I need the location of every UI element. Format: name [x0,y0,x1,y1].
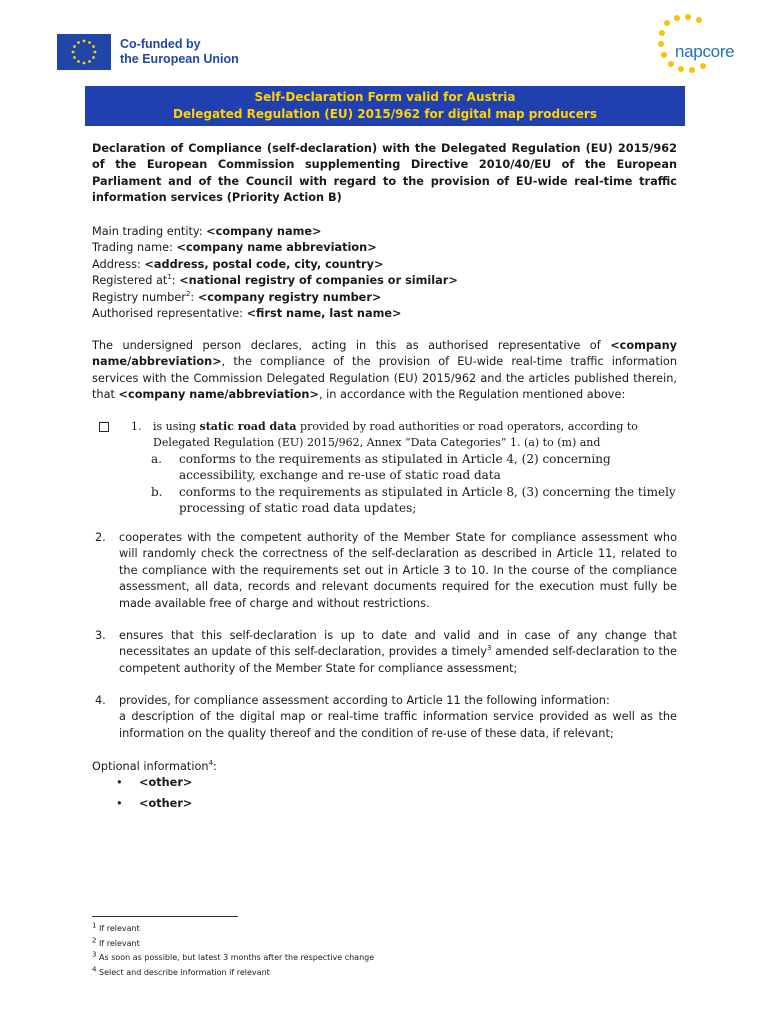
eu-cofunded-text [120,37,239,67]
optional-item-text: <other> [139,796,193,810]
optional-label-suffix: : [213,760,217,773]
field-value: <national registry of companies or similar> [179,274,458,288]
company-placeholder: <company name/abbreviation> [92,339,677,369]
field-address [92,257,677,273]
field-value: <company name> [206,225,322,238]
field-trading-name [92,240,677,256]
field-value: <first name, last name> [246,307,402,321]
footnote-3 [92,951,677,966]
intro-paragraph [92,338,677,404]
subitem-b-text [179,484,676,517]
optional-item [92,775,677,791]
bullet-icon: • [116,796,123,810]
field-main-trading-entity [92,224,677,240]
eu-line-2: the European Union [120,52,239,66]
field-label: Main trading entity: [92,225,203,238]
field-label-suffix: : [171,274,176,288]
company-placeholder: <company name/abbreviation> [118,388,319,402]
item-3 [95,628,677,677]
optional-item-text: <other> [139,776,193,790]
field-value: <company name abbreviation> [176,241,377,255]
napcore-logo [657,14,749,74]
item-emphasis: static road data [199,420,297,433]
item-1-line-2: Delegated Regulation (EU) 2015/962, Annex “Data Categories” 1. (a) to (m) and [153,436,601,450]
item-1-text [153,419,638,435]
item-2 [95,530,677,612]
field-value: <company registry number> [197,290,382,304]
optional-label-text: Optional information [92,760,209,773]
intro-text: , the compliance of the provision of EU-wide real-time traffic information services with the Commission Delegated Regulation (EU) 2015/962 and the articles published therein, that [92,355,677,402]
subitem-text: processing of static road data updates; [179,501,417,516]
form-title-box [85,86,685,126]
item-text: a description of the digital map or real-time traffic information service provided as well as the information on the quality thereof and the condition of re-use of these data, if relevant; [119,710,677,740]
eu-flag-logo [57,34,111,70]
item-number: 2. [95,531,106,544]
footnote-separator [92,916,238,917]
item-number: 3. [95,629,106,642]
field-label-suffix: : [190,290,195,304]
item-4-text [119,693,677,742]
item-text: provides, for compliance assessment according to Article 11 the following information: [119,694,610,707]
intro-text: , in accordance with the Regulation mentioned above: [318,388,626,402]
title-line-2: Delegated Regulation (EU) 2015/962 for digital map producers [173,107,597,121]
field-label: Address: [92,257,141,271]
subitem-a-text [179,451,611,484]
field-label: Trading name: [92,241,173,255]
field-registry-number [92,290,677,306]
item-text: ensures that this self-declaration is up to date and valid and in case of any change that necessitates an update of this self-declaration, provides a timely [119,629,677,659]
field-label: Authorised representative: [92,307,243,321]
footnote-ref: 4 [208,759,214,768]
item-1-checkbox[interactable] [99,422,109,432]
item-3-text [119,628,677,677]
footnote-ref: 3 [486,644,492,653]
intro-text: The undersigned person declares, acting in this as authorised representative of [92,339,611,352]
subitem-label: b. [151,484,163,499]
field-label: Registered at [92,274,168,288]
field-value: <address, postal code, city, country> [144,257,384,271]
subitem-b [151,484,676,517]
subitem-a [151,451,676,484]
footnote-text: As soon as possible, but latest 3 months after the respective change [99,953,375,963]
item-1 [131,419,681,452]
field-registered-at [92,273,677,289]
item-1-subitems [151,451,676,517]
optional-info [92,759,677,812]
title-line-1: Self-Declaration Form valid for Austria [254,90,516,104]
footnote-ref: 1 [167,273,172,282]
optional-label [92,759,677,775]
footnote-number: 4 [92,965,97,974]
footnote-2 [92,937,677,952]
field-authorised-representative [92,306,677,322]
subitem-text: conforms to the requirements as stipulated in Article 4, (2) concerning [179,452,611,466]
company-fields [92,224,677,322]
subitem-label: a. [151,452,162,466]
declaration-heading: Declaration of Compliance (self-declaration) with the Delegated Regulation (EU) 2015/962 of the European Commission supplementing Directive 2010/40/EU of the European Parliament and of the Council with regard to the provision of EU-wide real-time traffic information services (Priority Action B) [92,142,677,205]
subitem-text: accessibility, exchange and re-use of static road data [179,468,501,483]
footnotes [92,922,677,980]
item-text: amended self-declaration to the competent authority of the Member State for compliance assessment; [119,645,677,675]
optional-item [92,796,677,812]
footnote-number: 2 [92,935,97,944]
footnote-number: 3 [92,950,97,959]
item-4 [95,693,677,742]
footnote-text: If relevant [99,924,140,933]
footnote-ref: 2 [185,289,191,298]
item-text: provided by road authorities or road operators, according to [296,420,638,433]
footnote-text: Select and describe information if relevant [99,967,270,977]
footnote-number: 1 [92,921,97,930]
field-label: Registry number [92,290,186,304]
subitem-text: conforms to the requirements as stipulated in Article 8, (3) concerning the timely [179,484,676,499]
footnote-1 [92,922,677,937]
eu-line-1: Co-funded by [120,37,201,51]
footnote-4 [92,966,677,981]
item-number: 1. [131,420,142,433]
item-number: 4. [95,694,106,707]
item-text: is using [153,420,200,433]
napcore-wordmark: napcore [675,42,735,61]
item-2-text: cooperates with the competent authority of the Member State for compliance assessment who will randomly check the correctness of the self-declaration as described in Article 11, related to the compliance with the requirements set out in Article 3 to 10. In the course of the compliance assessment, all data, records and relevant documents required for the execution must fully be made available free of charge and without restrictions. [119,531,677,610]
item-1-line-1 [131,419,681,435]
footnote-text: If relevant [99,938,140,948]
bullet-icon: • [116,776,123,790]
